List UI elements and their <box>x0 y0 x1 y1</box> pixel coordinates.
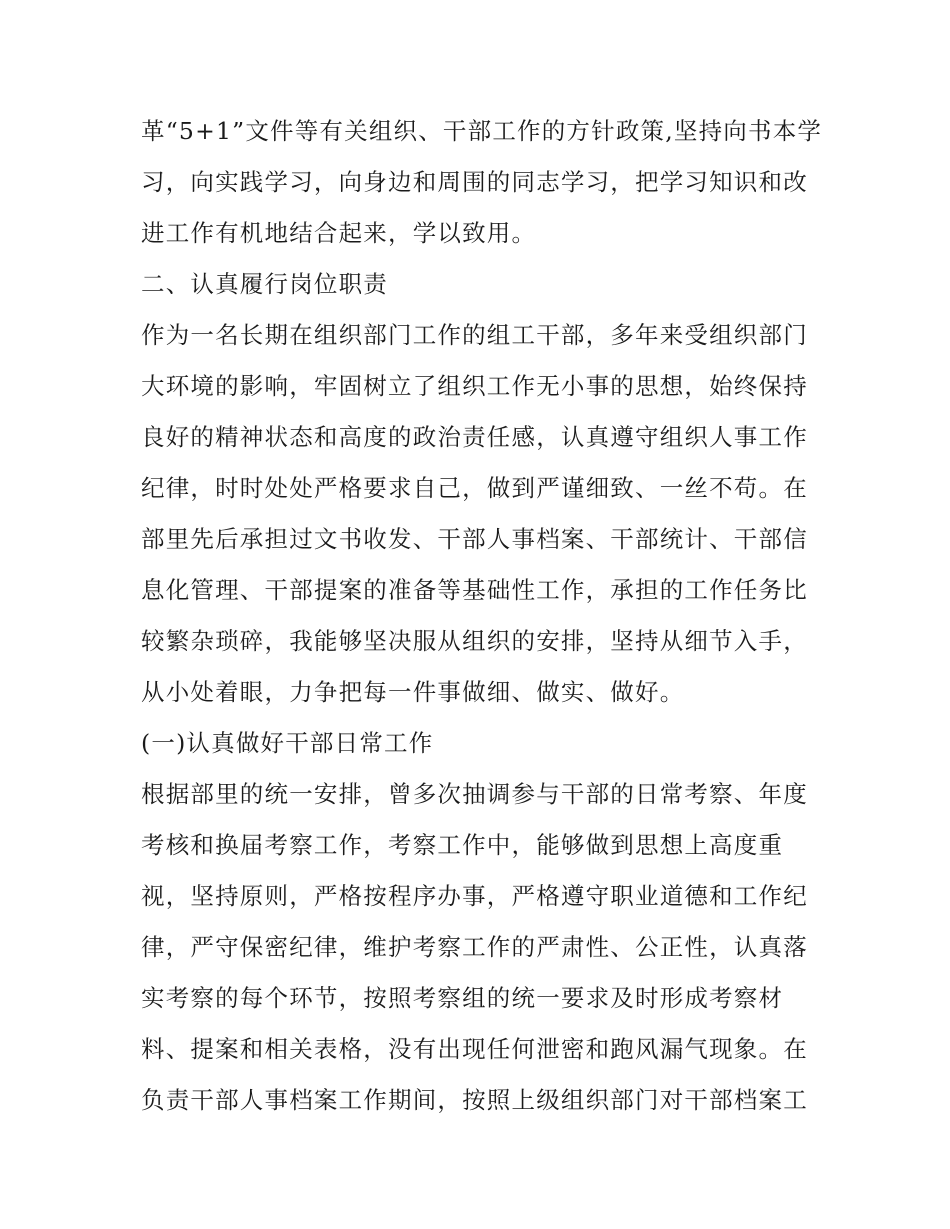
document-body <box>141 106 821 1126</box>
text-line: 负责干部人事档案工作期间，按照上级组织部门对干部档案工 <box>141 1086 808 1114</box>
text-line: 根据部里的统一安排，曾多次抽调参与干部的日常考察、年度 <box>141 780 808 808</box>
text-line: 习，向实践学习，向身边和周围的同志学习，把学习知识和改 <box>141 168 808 196</box>
text-line: 良好的精神状态和高度的政治责任感，认真遵守组织人事工作 <box>141 423 808 451</box>
text-line: 较繁杂琐碎，我能够坚决服从组织的安排，坚持从细节入手， <box>141 627 808 655</box>
text-line: 息化管理、干部提案的准备等基础性工作，承担的工作任务比 <box>141 576 808 604</box>
text-line: 作为一名长期在组织部门工作的组工干部，多年来受组织部门 <box>141 321 808 349</box>
section-heading: 二、认真履行岗位职责 <box>141 270 388 298</box>
text-line: 从小处着眼，力争把每一件事做细、做实、做好。 <box>141 678 685 706</box>
text-line: 实考察的每个环节，按照考察组的统一要求及时形成考察材 <box>141 984 784 1012</box>
text-line: 革“5+1”文件等有关组织、干部工作的方针政策,坚持向书本学 <box>141 117 823 145</box>
text-line: 纪律，时时处处严格要求自己，做到严谨细致、一丝不苟。在 <box>141 474 808 502</box>
text-line: 大环境的影响，牢固树立了组织工作无小事的思想，始终保持 <box>141 372 808 400</box>
text-line: 进工作有机地结合起来，学以致用。 <box>141 219 537 247</box>
text-line: 料、提案和相关表格，没有出现任何泄密和跑风漏气现象。在 <box>141 1035 808 1063</box>
text-line: 视，坚持原则，严格按程序办事，严格遵守职业道德和工作纪 <box>141 882 808 910</box>
subsection-heading: (一)认真做好干部日常工作 <box>141 729 434 757</box>
text-line: 考核和换届考察工作，考察工作中，能够做到思想上高度重 <box>141 831 784 859</box>
text-line: 部里先后承担过文书收发、干部人事档案、干部统计、干部信 <box>141 525 808 553</box>
text-line: 律，严守保密纪律，维护考察工作的严肃性、公正性，认真落 <box>141 933 808 961</box>
